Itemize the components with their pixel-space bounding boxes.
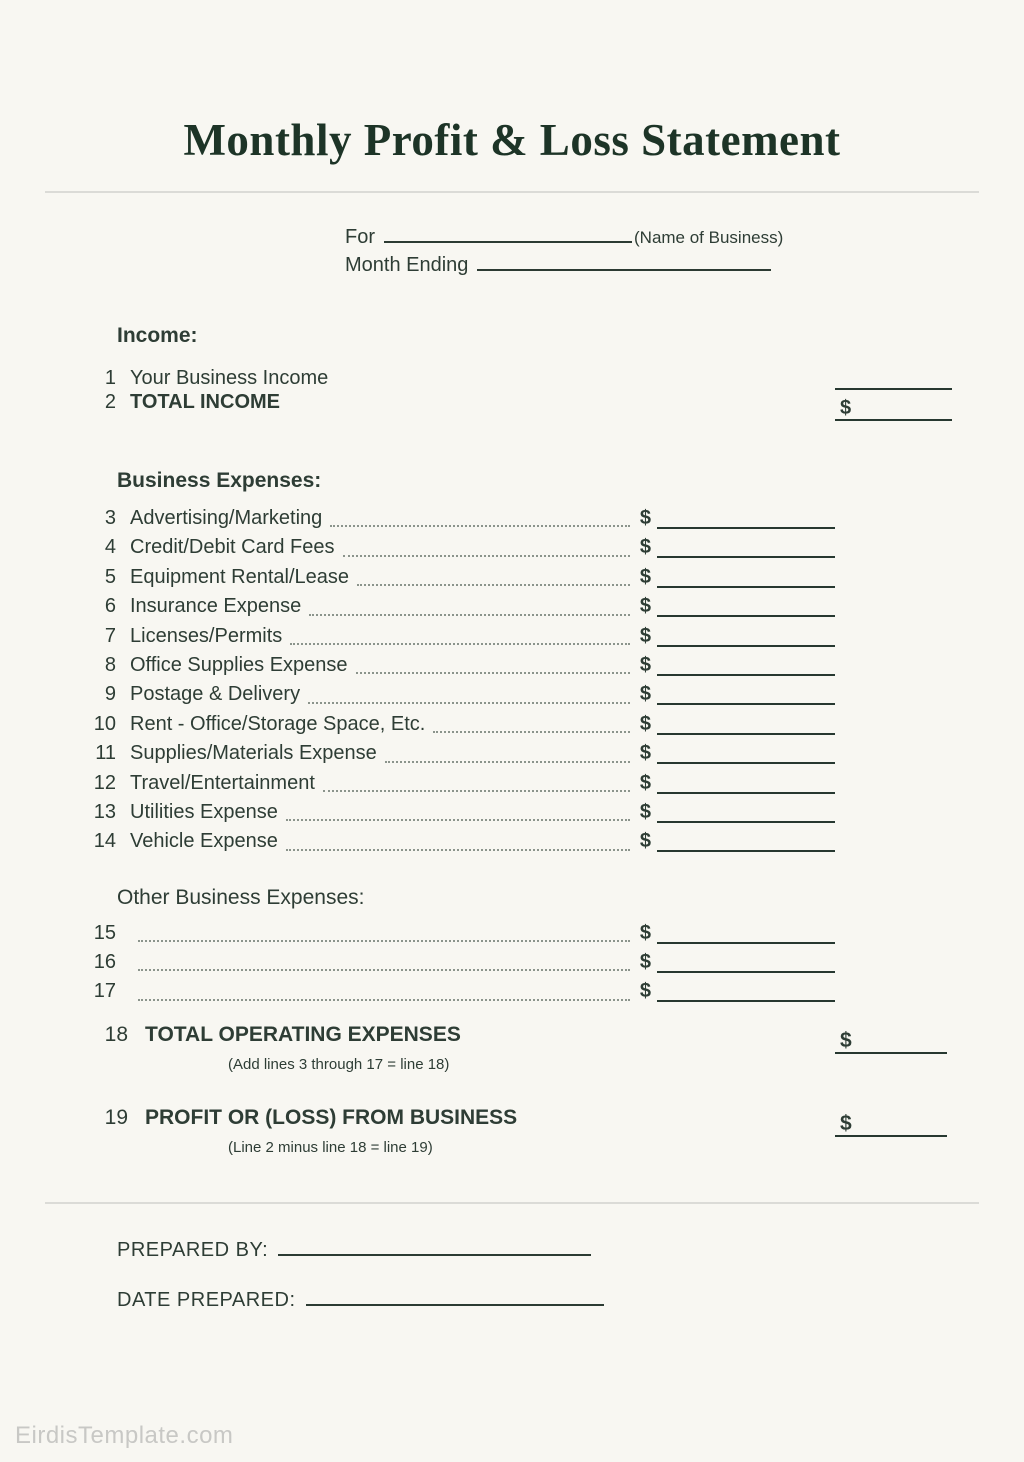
watermark: EirdisTemplate.com <box>15 1422 234 1449</box>
business-income-amount-field[interactable] <box>835 366 952 390</box>
line-number: 4 <box>104 536 116 559</box>
expense-amount-field[interactable] <box>657 744 835 764</box>
expense-label: Insurance Expense <box>130 595 302 618</box>
expense-amount-field[interactable] <box>657 803 835 823</box>
expense-label: Rent - Office/Storage Space, Etc. <box>130 712 426 735</box>
profit-loss-block <box>82 1106 947 1156</box>
dollar-sign: $ <box>639 536 651 559</box>
header-fields <box>345 223 1024 279</box>
income-row-label: Your Business Income <box>130 367 329 389</box>
income-row-2 <box>82 391 952 422</box>
total-operating-note: (Add lines 3 through 17 = line 18) <box>228 1055 450 1073</box>
dotted-leader <box>286 819 630 821</box>
expense-label: Equipment Rental/Lease <box>130 565 350 588</box>
expense-amount-field[interactable] <box>657 627 835 647</box>
line-number: 5 <box>104 565 116 588</box>
expenses-heading: Business Expenses: <box>117 469 322 492</box>
dollar-sign: $ <box>639 771 651 794</box>
dotted-leader <box>357 584 630 586</box>
month-ending-field[interactable] <box>477 251 771 271</box>
income-rows <box>82 360 952 422</box>
top-divider <box>45 191 979 193</box>
expense-label: Office Supplies Expense <box>130 653 348 676</box>
expense-amount-field[interactable] <box>657 774 835 794</box>
expense-row-13 <box>82 798 835 827</box>
dotted-leader <box>356 672 630 674</box>
expense-amount-field[interactable] <box>657 509 835 529</box>
other-expenses-heading: Other Business Expenses: <box>117 885 365 909</box>
line-number: 9 <box>104 683 116 706</box>
line-number: 2 <box>104 391 116 413</box>
for-label: For <box>345 226 375 248</box>
dollar-sign: $ <box>639 951 651 974</box>
other-expense-amount-field[interactable] <box>657 924 835 944</box>
dotted-leader <box>290 643 630 645</box>
dotted-leader[interactable] <box>138 969 630 971</box>
total-income-label: TOTAL INCOME <box>130 391 280 413</box>
expense-amount-field[interactable] <box>657 715 835 735</box>
expense-label: Licenses/Permits <box>130 624 283 647</box>
dotted-leader <box>308 702 630 704</box>
total-income-amount-field[interactable]: $ <box>835 397 952 421</box>
other-expense-amount-field[interactable] <box>657 982 835 1002</box>
expense-row-6 <box>82 592 835 621</box>
total-operating-block <box>82 1023 947 1073</box>
expense-row-14 <box>82 827 835 856</box>
other-expense-rows <box>82 919 835 1007</box>
total-operating-label: TOTAL OPERATING EXPENSES <box>145 1022 461 1046</box>
business-name-field[interactable] <box>384 223 632 243</box>
date-prepared-label: DATE PREPARED: <box>117 1288 296 1311</box>
expense-label: Advertising/Marketing <box>130 507 323 529</box>
expense-rows <box>82 504 835 857</box>
dotted-leader <box>433 731 630 733</box>
dollar-sign: $ <box>639 683 651 706</box>
profit-loss-amount-field[interactable]: $ <box>835 1112 947 1137</box>
name-of-business-hint: (Name of Business) <box>634 228 784 247</box>
expense-label: Supplies/Materials Expense <box>130 742 377 765</box>
expense-row-11 <box>82 739 835 768</box>
expense-row-9 <box>82 680 835 709</box>
profit-loss-row <box>82 1105 947 1135</box>
month-ending-row <box>345 251 1024 279</box>
line-number: 16 <box>93 951 116 974</box>
business-name-row <box>345 223 1024 251</box>
page-title: Monthly Profit & Loss Statement <box>183 115 841 165</box>
expense-label: Credit/Debit Card Fees <box>130 536 335 559</box>
line-number: 6 <box>104 595 116 618</box>
expense-row-10 <box>82 710 835 739</box>
line-number: 17 <box>93 980 116 1003</box>
line-number: 15 <box>93 921 116 944</box>
expense-row-5 <box>82 563 835 592</box>
line-number: 19 <box>104 1105 128 1129</box>
prepared-by-field[interactable] <box>278 1236 591 1256</box>
prepared-by-row <box>117 1236 1024 1262</box>
profit-loss-label: PROFIT OR (LOSS) FROM BUSINESS <box>145 1105 518 1129</box>
line-number: 10 <box>93 712 116 735</box>
dollar-sign: $ <box>639 830 651 853</box>
date-prepared-field[interactable] <box>306 1286 604 1306</box>
dotted-leader <box>286 849 630 851</box>
dotted-leader <box>330 525 630 527</box>
other-expense-row-15 <box>82 919 835 948</box>
expense-amount-field[interactable] <box>657 685 835 705</box>
line-number: 11 <box>95 742 116 765</box>
expense-row-3 <box>82 504 835 533</box>
expense-label: Postage & Delivery <box>130 683 301 706</box>
line-number: 8 <box>104 653 116 676</box>
prepared-by-label: PREPARED BY: <box>117 1238 269 1261</box>
line-number: 1 <box>104 367 116 389</box>
dotted-leader <box>385 761 630 763</box>
other-expense-row-17 <box>82 977 835 1006</box>
expense-amount-field[interactable] <box>657 597 835 617</box>
month-ending-label: Month Ending <box>345 254 469 276</box>
date-prepared-row <box>117 1286 1024 1312</box>
expense-amount-field[interactable] <box>657 538 835 558</box>
dollar-sign: $ <box>639 624 651 647</box>
dollar-sign: $ <box>639 595 651 618</box>
dotted-leader <box>309 614 630 616</box>
totals-section <box>82 1023 947 1156</box>
income-heading: Income: <box>117 324 198 347</box>
dotted-leader[interactable] <box>138 999 630 1001</box>
dotted-leader <box>343 555 630 557</box>
dollar-sign: $ <box>639 742 651 765</box>
total-operating-row <box>82 1022 947 1052</box>
line-number: 14 <box>93 830 116 853</box>
profit-loss-note: (Line 2 minus line 18 = line 19) <box>228 1138 433 1156</box>
dollar-sign: $ <box>639 980 651 1003</box>
dollar-sign: $ <box>639 921 651 944</box>
income-row-1 <box>82 360 952 391</box>
total-operating-amount-field[interactable]: $ <box>835 1029 947 1054</box>
dollar-sign: $ <box>639 507 651 529</box>
expense-row-7 <box>82 622 835 651</box>
expense-amount-field[interactable] <box>657 656 835 676</box>
expense-amount-field[interactable] <box>657 568 835 588</box>
expense-amount-field[interactable] <box>657 832 835 852</box>
line-number: 7 <box>104 624 116 647</box>
dotted-leader[interactable] <box>138 940 630 942</box>
line-number: 12 <box>93 771 116 794</box>
other-expense-amount-field[interactable] <box>657 953 835 973</box>
line-number: 18 <box>104 1022 128 1046</box>
expense-row-4 <box>82 533 835 562</box>
expense-label: Utilities Expense <box>130 800 278 823</box>
line-number: 13 <box>93 800 116 823</box>
dollar-sign: $ <box>639 653 651 676</box>
dollar-sign: $ <box>639 800 651 823</box>
expense-row-8 <box>82 651 835 680</box>
bottom-divider <box>45 1202 979 1204</box>
dotted-leader <box>323 790 630 792</box>
other-expense-row-16 <box>82 948 835 977</box>
dollar-sign: $ <box>639 712 651 735</box>
expense-label: Vehicle Expense <box>130 830 278 853</box>
line-number: 3 <box>104 507 116 529</box>
expense-row-12 <box>82 769 835 798</box>
dollar-sign: $ <box>639 565 651 588</box>
expense-label: Travel/Entertainment <box>130 771 315 794</box>
